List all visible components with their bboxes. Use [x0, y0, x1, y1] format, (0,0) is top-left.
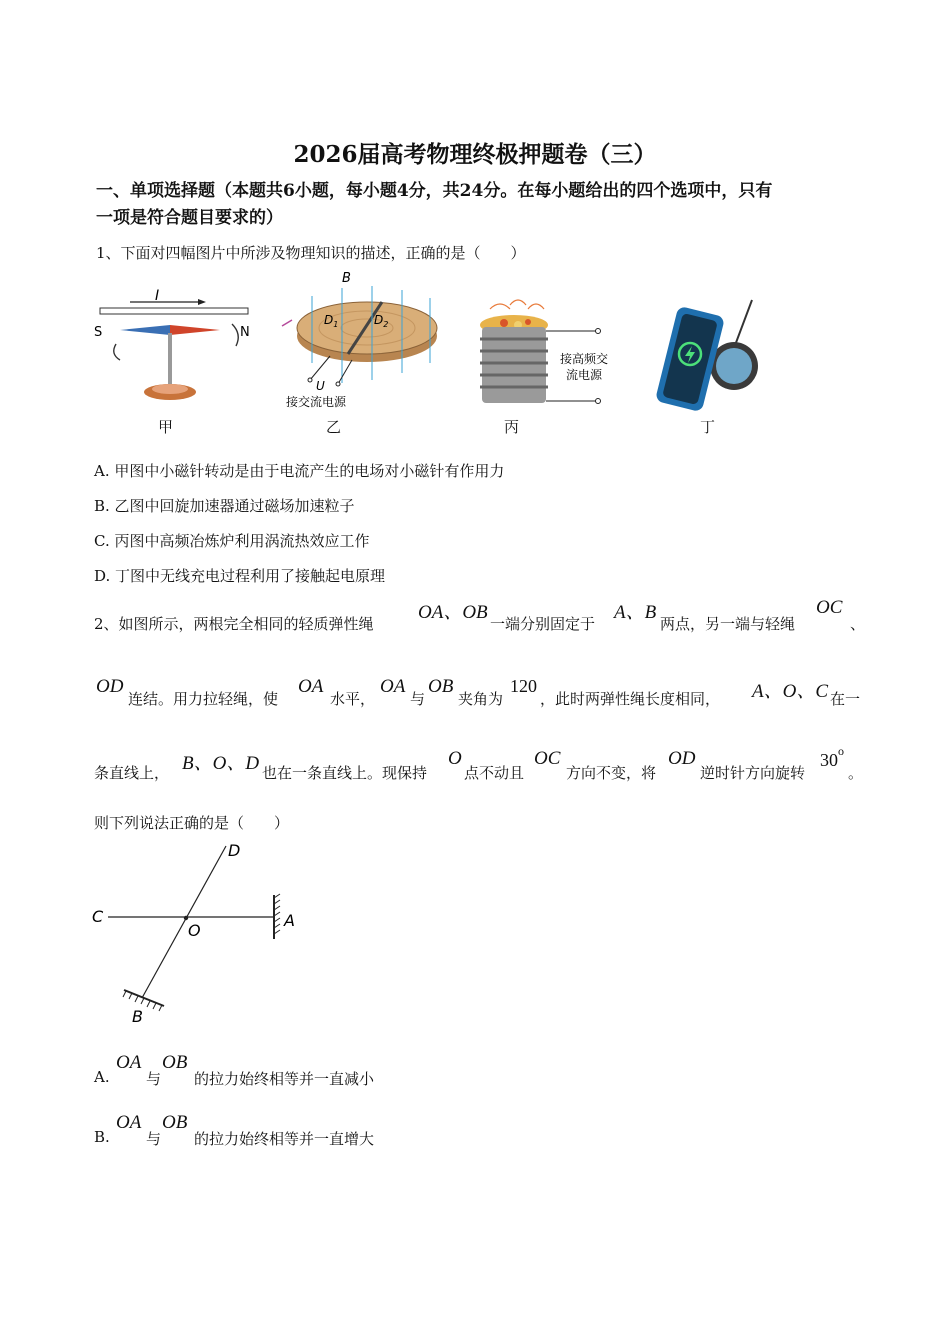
- label-c: C: [92, 907, 104, 926]
- q2-math-ob: OB: [428, 676, 454, 697]
- section-heading-line1: 一、单项选择题（本题共6小题，每小题4分，共24分。在每小题给出的四个选项中，只有: [96, 181, 773, 201]
- hf-label-2: 流电源: [566, 368, 603, 382]
- d1-label: $D_1$: [324, 313, 339, 329]
- caption-ding: 丁: [700, 418, 716, 436]
- figure-jia: [90, 280, 260, 410]
- q2-text-3: 两点，另一端与轻绳: [660, 615, 796, 633]
- label-o: O: [188, 921, 201, 940]
- q2-option-a-oa: OA: [116, 1052, 142, 1073]
- q2-math-oc: OC: [816, 597, 843, 618]
- q2-text-5: 连结。用力拉轻绳，使: [128, 690, 279, 708]
- charger-cable: [734, 300, 752, 348]
- needle-south: [120, 325, 170, 335]
- point-o: [184, 916, 188, 920]
- section-heading-line2: 一项是符合题目要求的）: [96, 208, 283, 228]
- south-label: S: [94, 325, 103, 340]
- needle-north: [170, 325, 220, 335]
- q1-option-c[interactable]: C. 丙图中高频冶炼炉利用涡流热效应工作: [94, 532, 370, 550]
- q2-option-b-prefix[interactable]: B.: [94, 1128, 110, 1146]
- field-label: B: [342, 271, 351, 286]
- caption-bing: 丙: [504, 418, 520, 436]
- q2-option-b-yu: 与: [146, 1130, 162, 1148]
- q2-text-14: 方向不变，将: [566, 764, 657, 782]
- needle-stand: [168, 333, 172, 388]
- q2-math-30: 30: [820, 750, 838, 770]
- caption-jia: 甲: [158, 418, 174, 436]
- q2-math-oa: OA: [298, 676, 324, 697]
- label-b: B: [132, 1007, 143, 1025]
- q2-text-12: 也在一条直线上。现保持: [262, 764, 428, 782]
- q2-text-7: 与: [410, 690, 426, 708]
- section-heading: [96, 178, 876, 232]
- q1-option-b[interactable]: B. 乙图中回旋加速器通过磁场加速粒子: [94, 497, 355, 515]
- q1-stem: 1、下面对四幅图片中所涉及物理知识的描述，正确的是（ ）: [96, 244, 526, 262]
- current-label: I: [155, 288, 160, 304]
- dee-top: [297, 302, 437, 354]
- rope-bd: [142, 846, 226, 998]
- q2-math-od: OD: [96, 676, 124, 697]
- q2-figure: [90, 840, 310, 1025]
- q2-option-b-text[interactable]: 的拉力始终相等并一直增大: [194, 1130, 375, 1148]
- q2-text-4: 、: [850, 615, 866, 633]
- q2-text-6: 水平，: [330, 690, 376, 708]
- figure-yi: [272, 268, 452, 413]
- q2-math-degree: o: [838, 744, 844, 758]
- q1-option-d[interactable]: D. 丁图中无线充电过程利用了接触起电原理: [94, 567, 386, 585]
- q2-option-a-ob: OB: [162, 1052, 188, 1073]
- q2-text-11: 条直线上，: [94, 764, 170, 782]
- q2-text-15: 逆时针方向旋转: [700, 764, 806, 782]
- label-d: D: [228, 841, 241, 860]
- q2-math-aoc: A、O、C: [752, 681, 829, 702]
- q2-option-a-yu: 与: [146, 1070, 162, 1088]
- d2-label: $D_2$: [374, 313, 389, 329]
- page-title: 2026届高考物理终极押题卷（三）: [293, 141, 657, 168]
- q2-text-9: ，此时两弹性绳长度相同，: [540, 690, 721, 708]
- q2-math-oc2: OC: [534, 748, 561, 769]
- q2-text-10: 在一: [830, 690, 861, 708]
- q2-text-16: 。: [848, 764, 864, 782]
- figure-bing: [470, 295, 620, 410]
- q2-math-od2: OD: [668, 748, 696, 769]
- q2-math-oa2: OA: [380, 676, 406, 697]
- q2-question: 则下列说法正确的是（ ）: [94, 814, 290, 832]
- q2-option-b-oa: OA: [116, 1112, 142, 1133]
- label-a: A: [284, 911, 295, 930]
- q2-option-a-prefix[interactable]: A.: [94, 1068, 110, 1086]
- ac-source-label: 接交流电源: [286, 395, 347, 409]
- q2-math-o: O: [448, 748, 462, 769]
- wire: [100, 308, 248, 314]
- voltage-label: U: [316, 379, 325, 393]
- caption-yi: 乙: [326, 418, 342, 436]
- q2-text-8: 夹角为: [458, 690, 504, 708]
- north-label: N: [240, 325, 250, 340]
- q2-text-2: 一端分别固定于: [490, 615, 596, 633]
- q2-option-b-ob: OB: [162, 1112, 188, 1133]
- q2-math-120: 120: [510, 676, 537, 696]
- q1-option-a[interactable]: A. 甲图中小磁针转动是由于电流产生的电场对小磁针有作用力: [94, 462, 505, 480]
- q2-text-1: 2、如图所示，两根完全相同的轻质弹性绳: [94, 615, 374, 633]
- q2-math-bod: B、O、D: [182, 753, 260, 774]
- figure-ding: [652, 296, 762, 411]
- q2-text-13: 点不动且: [464, 764, 525, 782]
- q2-option-a-text[interactable]: 的拉力始终相等并一直减小: [194, 1070, 375, 1088]
- q2-math-ab: A、B: [614, 602, 657, 623]
- q2-math-oa-ob: OA、OB: [418, 602, 488, 623]
- hf-label-1: 接高频交: [560, 352, 609, 366]
